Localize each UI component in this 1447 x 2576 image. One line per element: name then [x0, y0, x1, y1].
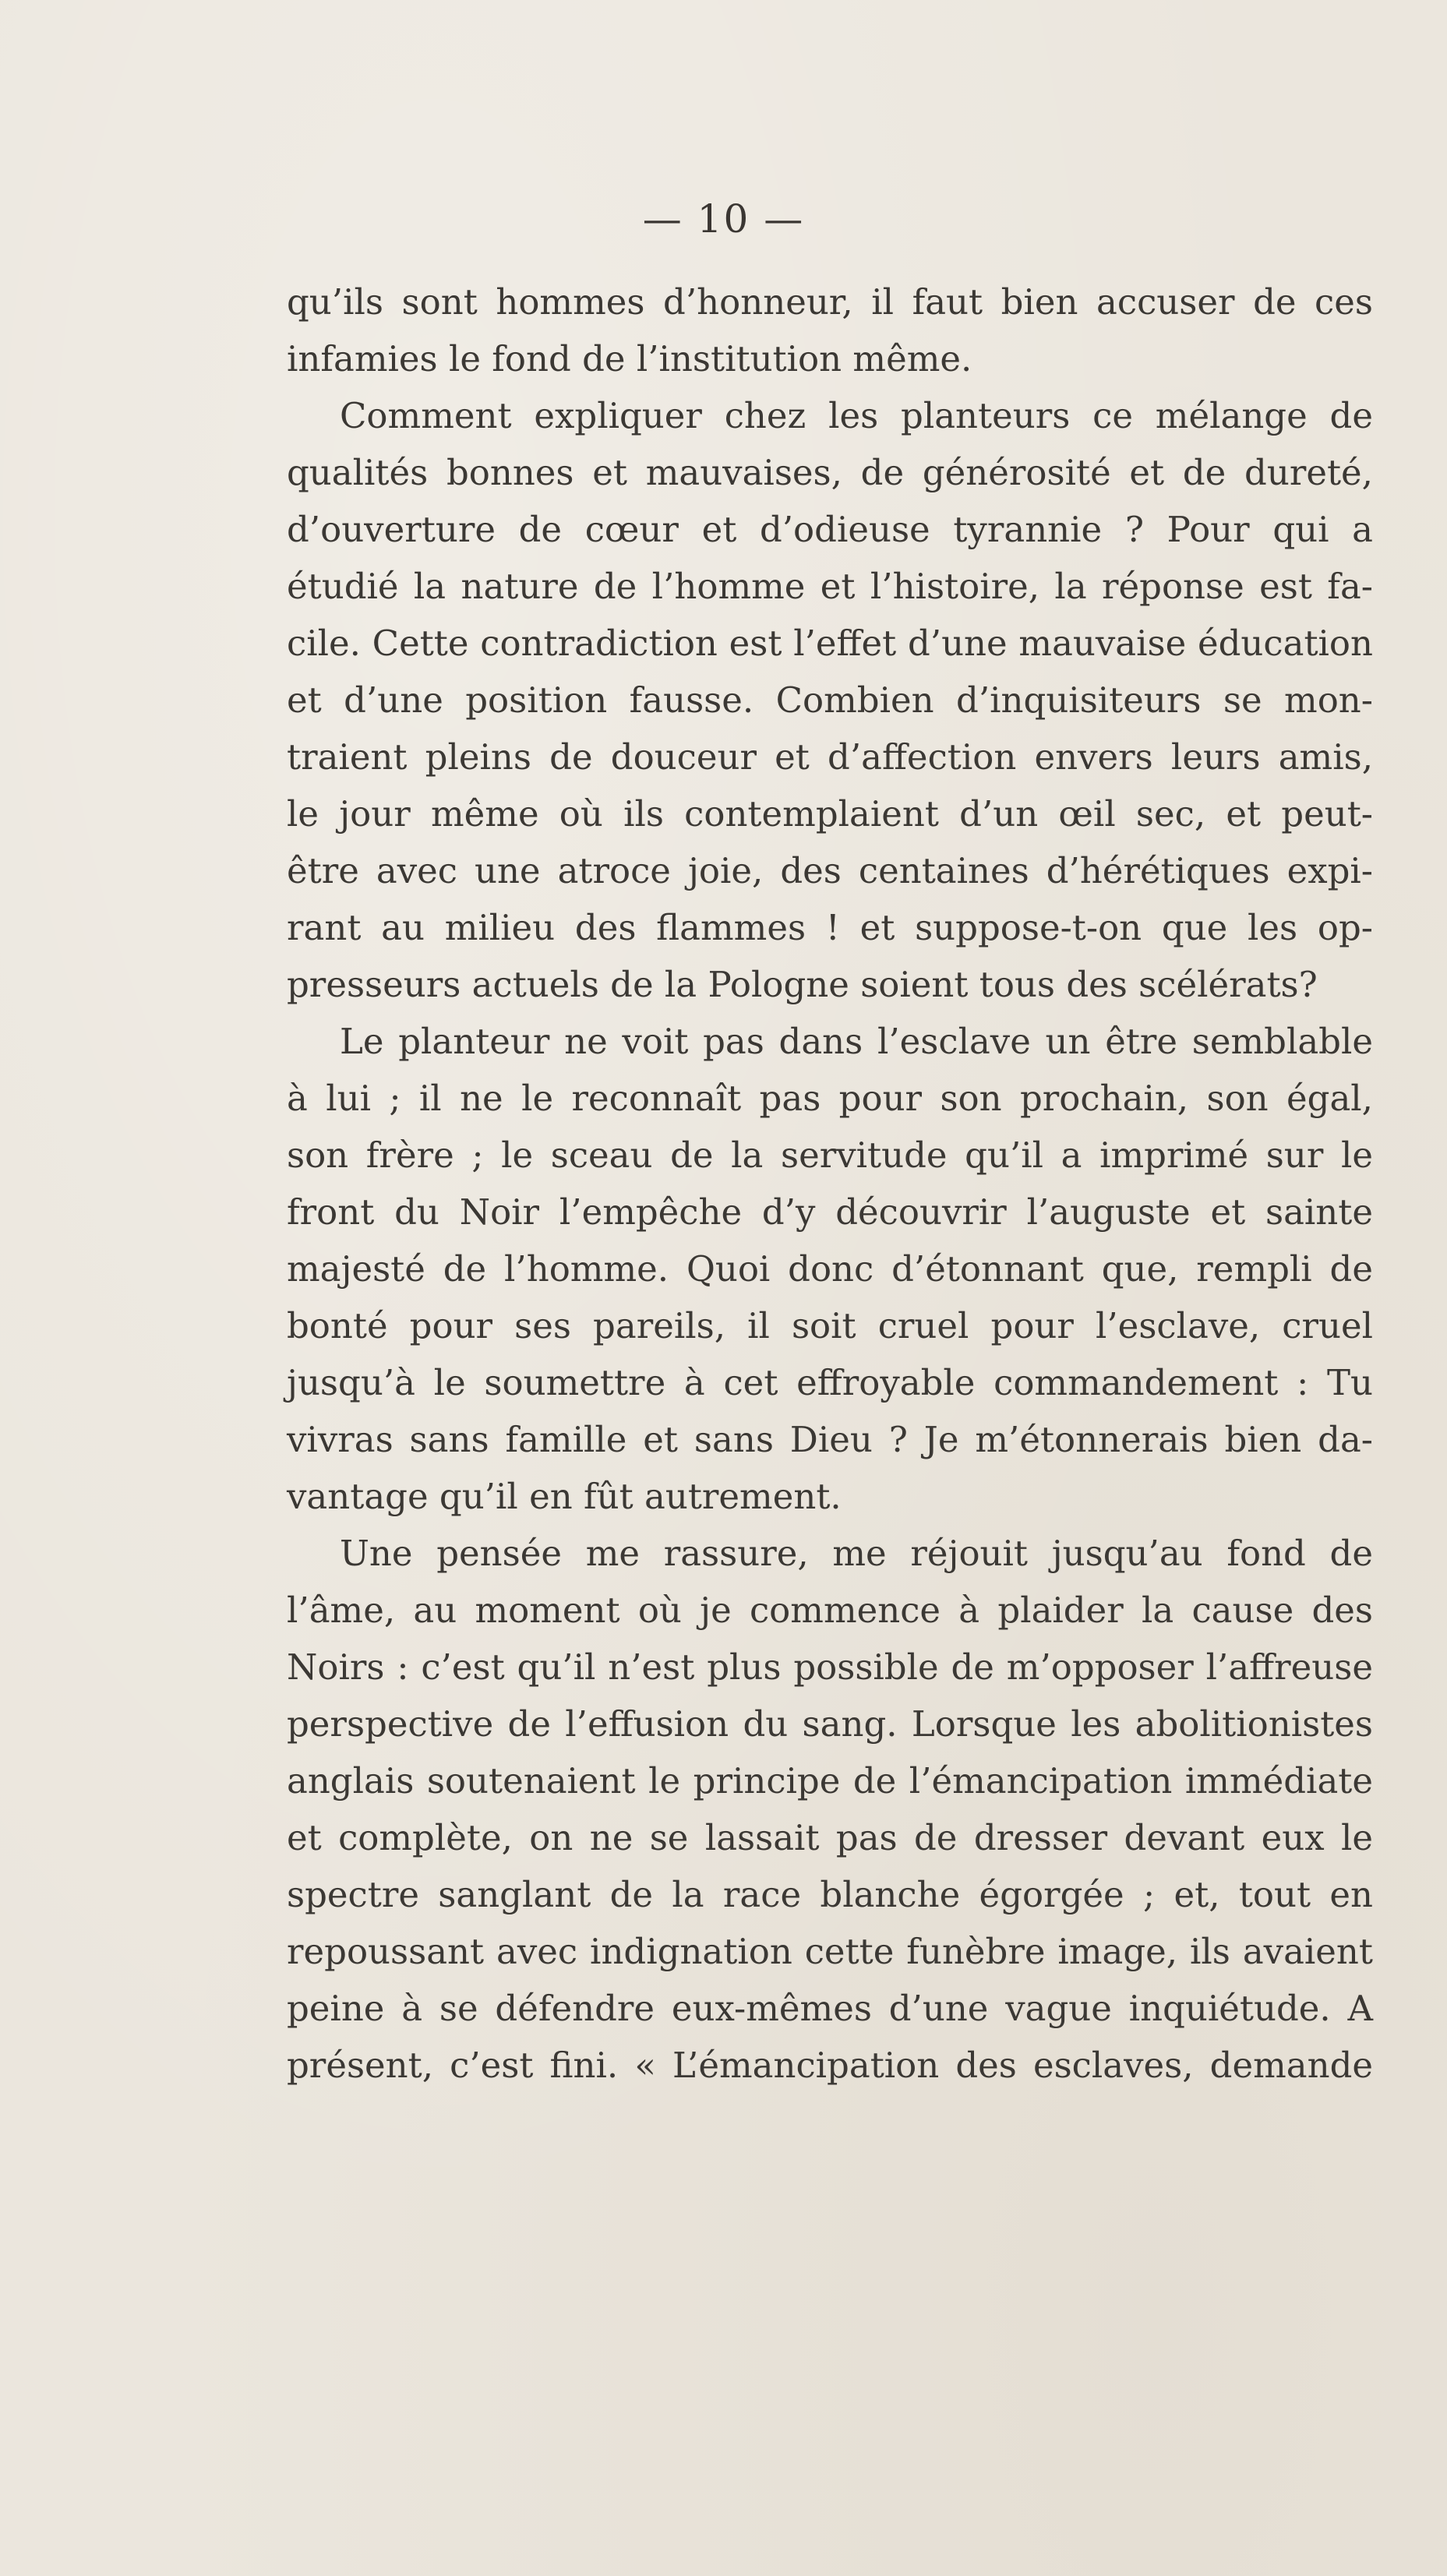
text-line: Noirs : c’est qu’il n’est plus possible de m’opposer l’affreuse [287, 1646, 1373, 1688]
text-line: qu’ils sont hommes d’honneur, il faut bien accuser de ces [287, 281, 1373, 323]
text-line: vivras sans famille et sans Dieu ? Je m’étonnerais bien da- [287, 1419, 1373, 1460]
text-line: être avec une atroce joie, des centaines d’hérétiques expi- [287, 850, 1373, 891]
text-line: qualités bonnes et mauvaises, de générosité et de dureté, [287, 452, 1373, 493]
text-line: anglais soutenaient le principe de l’émancipation immédiate [287, 1760, 1373, 1801]
text-line: traient pleins de douceur et d’affection envers leurs amis, [287, 736, 1373, 778]
text-line: son frère ; le sceau de la servitude qu’il a imprimé sur le [287, 1134, 1373, 1176]
text-line: rant au milieu des flammes ! et suppose-t-on que les op- [287, 907, 1373, 948]
text-line: et complète, on ne se lassait pas de dresser devant eux le [287, 1817, 1373, 1858]
text-line: spectre sanglant de la race blanche égorgée ; et, tout en [287, 1874, 1373, 1915]
text-line: cile. Cette contradiction est l’effet d’une mauvaise éducation [287, 623, 1373, 664]
text-line: présent, c’est fini. « L’émancipation des esclaves, demande [287, 2045, 1373, 2086]
text-line: infamies le fond de l’institution même. [287, 338, 972, 379]
text-line: jusqu’à le soumettre à cet effroyable commandement : Tu [287, 1362, 1373, 1403]
text-line: à lui ; il ne le reconnaît pas pour son prochain, son égal, [287, 1078, 1373, 1119]
text-line: l’âme, au moment où je commence à plaider la cause des [287, 1590, 1373, 1631]
text-line: et d’une position fausse. Combien d’inquisiteurs se mon- [287, 679, 1373, 721]
text-line: repoussant avec indignation cette funèbre image, ils avaient [287, 1931, 1373, 1972]
text-line: Une pensée me rassure, me réjouit jusqu’au fond de [340, 1533, 1373, 1574]
text-line: presseurs actuels de la Pologne soient tous des scélérats? [287, 964, 1318, 1005]
text-line: d’ouverture de cœur et d’odieuse tyrannie ? Pour qui a [287, 509, 1373, 550]
text-line: le jour même où ils contemplaient d’un œil sec, et peut- [287, 793, 1373, 835]
text-line: perspective de l’effusion du sang. Lorsque les abolitionistes [287, 1703, 1373, 1745]
text-line: peine à se défendre eux-mêmes d’une vague inquiétude. A [287, 1988, 1373, 2029]
body-text [287, 273, 1373, 2094]
page-number: — 10 — [642, 196, 805, 242]
text-line: majesté de l’homme. Quoi donc d’étonnant que, rempli de [287, 1248, 1373, 1290]
text-line: Comment expliquer chez les planteurs ce mélange de [340, 395, 1373, 436]
text-line: Le planteur ne voit pas dans l’esclave un être semblable [340, 1021, 1373, 1062]
text-line: étudié la nature de l’homme et l’histoire, la réponse est fa- [287, 566, 1373, 607]
text-line: vantage qu’il en fût autrement. [287, 1476, 842, 1517]
text-line: front du Noir l’empêche d’y découvrir l’auguste et sainte [287, 1191, 1373, 1233]
text-line: bonté pour ses pareils, il soit cruel pour l’esclave, cruel [287, 1305, 1373, 1346]
